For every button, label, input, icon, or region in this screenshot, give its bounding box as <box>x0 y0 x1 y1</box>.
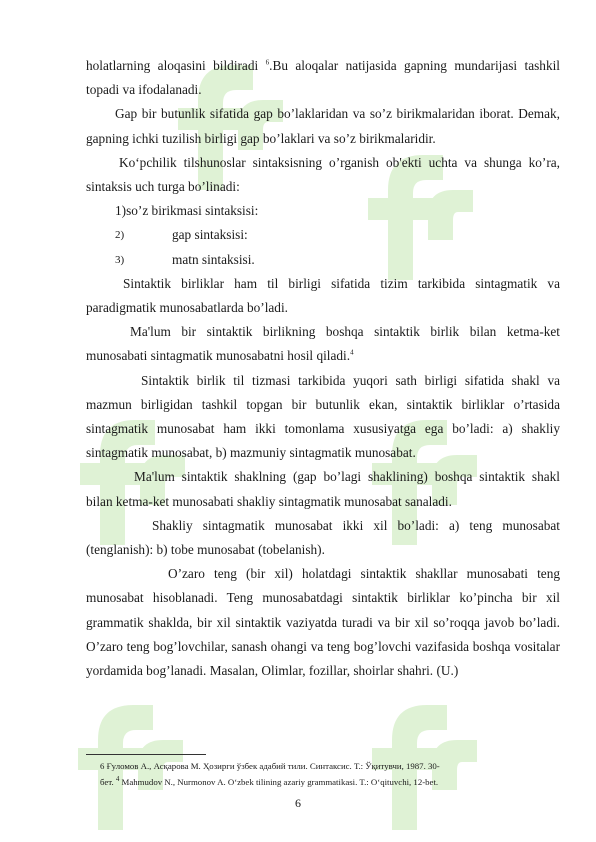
footnote-line-1: 6 Ғуломов А., Асқарова М. Ҳозирги ўзбек адабий тили. Синтаксис. Т.: Ўқитувчи, 1987. 30- <box>100 761 440 771</box>
paragraph-9: O’zaro teng (bir xil) holatdagi sintaktik shakllar munosabati teng munosabat hisoblanadi. Teng munosabatdagi sintaktik birliklar ko’pincha bir xil grammatik shaklda, bir xil sintaktik vaziyatda turadi va bir xil so’roqqa javob bo’ladi. O’zaro teng bog’lovchilar, sanash ohangi va teng bog’lovchi vazifasida boshqa vositalar yordamida bog’lanadi. Masalan, Olimlar, fozillar, shoirlar shahri. (U.) <box>86 566 560 679</box>
paragraph-1: holatlarning aloqasini bildiradi $^6$.Bu aloqalar natijasida gapning mundarijasi tashkil topadi va ifodalanadi. <box>86 58 560 98</box>
footnote-divider <box>86 754 206 755</box>
body-text <box>86 54 560 683</box>
list-text: gap sintaksisi: <box>172 227 248 243</box>
paragraph-3: Ko‘pchilik tilshunoslar sintaksisning o’rganish ob'ekti uchta va shunga ko’ra, sintaksis uch turga bo’linadi: <box>86 154 560 195</box>
paragraph-2: Gap bir butunlik sifatida gap bo’laklaridan va so’z birikmalaridan iborat. Demak, gapning ichki tuzilish birligi gap bo’laklari va so’z birikmalaridir. <box>86 106 560 146</box>
list-item-3 <box>86 248 560 272</box>
paragraph-4: Sintaktik birliklar ham til birligi sifatida tizim tarkibida sintagmatik va paradigmatik munosabatlarda bo’ladi. <box>86 275 560 316</box>
list-number: 3) <box>115 253 125 266</box>
list-item-2 <box>86 223 560 247</box>
page-number: 6 <box>295 796 301 810</box>
paragraph-7: Ma'lum sintaktik shaklning (gap bo’lagi shaklining) boshqa sintaktik shakl bilan ketma-ket munosabati shakliy sintagmatik munosabat sanaladi. <box>86 469 560 509</box>
list-text: matn sintaksisi. <box>172 251 255 267</box>
list-item-1: 1)so’z birikmasi sintaksisi: <box>115 203 259 219</box>
footnote-ref: 6 <box>265 58 270 67</box>
paragraph-6: Sintaktik birlik til tizmasi tarkibida yuqori sath birligi sifatida shakl va mazmun birligidan tashkil topgan bir butunlik ekan, sintaktik birliklar o’rtasida sintagmatik munosabat ham ikki tomonlama xususiyatga ega bo’ladi: a) shakliy sintagmatik munosabat, b) mazmuniy sintagmatik munosabat. <box>86 372 560 461</box>
list-number: 2) <box>115 229 125 242</box>
footnote-line-2: бет. $^4$ Mahmudov N., Nurmonov A. O‘zbek tilining azariy grammatikasi. T.: O‘qituvchi, 12-bet. <box>100 775 439 787</box>
footnote <box>100 758 530 790</box>
footnote-ref: 4 <box>350 349 354 358</box>
paragraph-8: Shakliy sintagmatik munosabat ikki xil bo’ladi: a) teng munosabat (tenglanish): b) tobe munosabat (tobelanish). <box>86 517 560 558</box>
paragraph-5: Ma'lum bir sintaktik birlikning boshqa sintaktik birlik bilan ketma-ket munosabati sintagmatik munosabatni hosil qiladi.$^4$ <box>86 324 560 364</box>
